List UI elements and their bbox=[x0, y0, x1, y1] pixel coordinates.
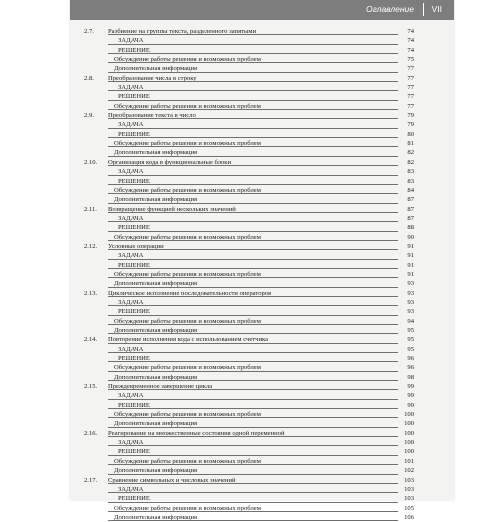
toc-subentry-row bbox=[84, 64, 414, 73]
toc-subentry-row bbox=[84, 55, 414, 64]
toc-leader-rule bbox=[108, 287, 398, 288]
toc-subentry-row bbox=[84, 317, 414, 326]
toc-entry-title: Сравнение символьных и числовых значений bbox=[108, 476, 236, 484]
toc-entry-title: ЗАДАЧА bbox=[118, 84, 144, 92]
toc-entry-page: 91 bbox=[407, 252, 414, 260]
toc-entry-title: ЗАДАЧА bbox=[118, 392, 144, 400]
toc-subentry-row bbox=[84, 102, 414, 111]
toc-entry-page: 90 bbox=[407, 233, 414, 241]
toc-subentry-row bbox=[84, 36, 414, 45]
toc-subentry-row bbox=[84, 139, 414, 148]
toc-leader-rule bbox=[108, 502, 398, 503]
toc-leader-rule bbox=[108, 371, 398, 372]
toc-section-row bbox=[84, 74, 414, 83]
toc-leader-rule bbox=[108, 417, 398, 418]
header-divider bbox=[423, 3, 424, 16]
toc-entry-page: 102 bbox=[404, 467, 414, 475]
toc-leader-rule bbox=[108, 90, 398, 91]
toc-leader-rule bbox=[108, 427, 398, 428]
table-of-contents bbox=[84, 27, 414, 522]
toc-entry-title: Обсуждение работы решения и возможных проблем bbox=[114, 411, 261, 419]
toc-subentry-row bbox=[84, 298, 414, 307]
toc-entry-title: РЕШЕНИЕ bbox=[118, 401, 150, 409]
toc-section-row bbox=[84, 111, 414, 120]
toc-entry-title: Дополнительная информация bbox=[114, 420, 198, 428]
toc-entry-title: ЗАДАЧА bbox=[118, 214, 144, 222]
toc-subentry-row bbox=[84, 326, 414, 335]
toc-leader-rule bbox=[108, 474, 398, 475]
toc-entry-page: 99 bbox=[407, 392, 414, 400]
toc-entry-title: Преобразование числа в строку bbox=[108, 74, 197, 82]
toc-entry-page: 106 bbox=[404, 513, 414, 521]
toc-subentry-row bbox=[84, 307, 414, 316]
toc-subentry-row bbox=[84, 177, 414, 186]
toc-subentry-row bbox=[84, 233, 414, 242]
toc-entry-page: 91 bbox=[407, 261, 414, 269]
toc-entry-title: Дополнительная информация bbox=[114, 327, 198, 334]
toc-entry-page: 103 bbox=[404, 476, 414, 484]
toc-leader-rule bbox=[108, 72, 398, 73]
toc-entry-title: Обсуждение работы решения и возможных проблем bbox=[114, 457, 261, 465]
toc-entry-page: 100 bbox=[404, 439, 414, 447]
toc-entry-title: Повторение исполнения кода с использованием счетчика bbox=[108, 336, 269, 344]
toc-entry-page: 95 bbox=[407, 336, 414, 344]
toc-entry-page: 77 bbox=[407, 65, 414, 73]
toc-entry-title: Обсуждение работы решения и возможных проблем bbox=[114, 233, 261, 241]
toc-entry-page: 79 bbox=[407, 112, 414, 120]
toc-leader-rule bbox=[108, 34, 398, 35]
toc-leader-rule bbox=[108, 259, 398, 260]
toc-subentry-row bbox=[84, 354, 414, 363]
toc-entry-page: 88 bbox=[407, 224, 414, 232]
toc-leader-rule bbox=[108, 296, 398, 297]
toc-entry-page: 95 bbox=[407, 345, 414, 353]
toc-leader-rule bbox=[108, 455, 398, 456]
toc-subentry-row bbox=[84, 401, 414, 410]
toc-section-row bbox=[84, 289, 414, 298]
toc-section-row bbox=[84, 205, 414, 214]
toc-subentry-row bbox=[84, 438, 414, 447]
toc-entry-title: РЕШЕНИЕ bbox=[118, 355, 150, 363]
toc-subentry-row bbox=[84, 46, 414, 55]
toc-entry-title: Обсуждение работы решения и возможных проблем bbox=[114, 270, 261, 278]
toc-entry-page: 74 bbox=[407, 37, 414, 45]
toc-entry-page: 99 bbox=[407, 383, 414, 391]
toc-subentry-row bbox=[84, 363, 414, 372]
toc-entry-page: 95 bbox=[407, 327, 414, 334]
toc-entry-number: 2.7. bbox=[84, 28, 94, 35]
toc-entry-page: 87 bbox=[407, 205, 414, 213]
toc-leader-rule bbox=[108, 109, 398, 110]
toc-leader-rule bbox=[108, 212, 398, 213]
toc-leader-rule bbox=[108, 221, 398, 222]
toc-section-row bbox=[84, 158, 414, 167]
toc-subentry-row bbox=[84, 466, 414, 475]
toc-leader-rule bbox=[108, 464, 398, 465]
toc-section-row bbox=[84, 242, 414, 251]
toc-subentry-row bbox=[84, 186, 414, 195]
toc-entry-page: 100 bbox=[404, 420, 414, 428]
toc-entry-page: 80 bbox=[407, 130, 414, 138]
toc-entry-title: ЗАДАЧА bbox=[118, 252, 144, 260]
toc-entry-page: 77 bbox=[407, 102, 414, 110]
toc-entry-title: РЕШЕНИЕ bbox=[118, 224, 150, 232]
toc-leader-rule bbox=[108, 305, 398, 306]
toc-leader-rule bbox=[108, 156, 398, 157]
toc-subentry-row bbox=[84, 130, 414, 139]
toc-leader-rule bbox=[108, 240, 398, 241]
toc-entry-page: 91 bbox=[407, 242, 414, 250]
toc-entry-title: Дополнительная информация bbox=[114, 373, 198, 381]
toc-subentry-row bbox=[84, 279, 414, 288]
toc-entry-number: 2.8. bbox=[84, 74, 94, 82]
toc-subentry-row bbox=[84, 195, 414, 204]
toc-leader-rule bbox=[108, 389, 398, 390]
toc-entry-page: 82 bbox=[407, 149, 414, 157]
toc-entry-title: ЗАДАЧА bbox=[118, 121, 144, 129]
toc-entry-page: 101 bbox=[404, 457, 414, 465]
toc-entry-title: Реагирование на множественные состояния одной переменной bbox=[108, 429, 285, 437]
toc-entry-page: 77 bbox=[407, 74, 414, 82]
toc-leader-rule bbox=[108, 53, 398, 54]
toc-leader-rule bbox=[108, 62, 398, 63]
toc-entry-title: Дополнительная информация bbox=[114, 149, 198, 157]
toc-entry-title: РЕШЕНИЕ bbox=[118, 46, 150, 54]
toc-entry-title: Обсуждение работы решения и возможных проблем bbox=[114, 140, 261, 148]
toc-subentry-row bbox=[84, 214, 414, 223]
toc-entry-title: Обсуждение работы решения и возможных проблем bbox=[114, 364, 261, 372]
toc-entry-page: 99 bbox=[407, 401, 414, 409]
toc-entry-page: 81 bbox=[407, 140, 414, 148]
toc-section-row bbox=[84, 476, 414, 485]
toc-entry-page: 100 bbox=[404, 429, 414, 437]
toc-leader-rule bbox=[108, 193, 398, 194]
toc-entry-page: 93 bbox=[407, 289, 414, 297]
toc-entry-page: 75 bbox=[407, 56, 414, 64]
toc-leader-rule bbox=[108, 128, 398, 129]
header-section-title: Оглавление bbox=[365, 4, 414, 14]
toc-leader-rule bbox=[108, 81, 398, 82]
toc-subentry-row bbox=[84, 223, 414, 232]
page-header bbox=[70, 0, 454, 20]
toc-subentry-row bbox=[84, 251, 414, 260]
toc-entry-title: РЕШЕНИЕ bbox=[118, 177, 150, 185]
toc-entry-page: 82 bbox=[407, 158, 414, 166]
toc-leader-rule bbox=[108, 399, 398, 400]
toc-entry-title: Обсуждение работы решения и возможных проблем bbox=[114, 186, 261, 194]
toc-leader-rule bbox=[108, 361, 398, 362]
toc-leader-rule bbox=[108, 333, 398, 334]
toc-entry-page: 98 bbox=[407, 373, 414, 381]
toc-entry-page: 93 bbox=[407, 280, 414, 288]
toc-leader-rule bbox=[108, 324, 398, 325]
toc-leader-rule bbox=[108, 203, 398, 204]
toc-entry-title: Организация кода в функциональные блоки bbox=[108, 158, 232, 166]
toc-entry-title: Дополнительная информация bbox=[114, 467, 198, 475]
toc-leader-rule bbox=[108, 520, 398, 521]
toc-entry-page: 74 bbox=[407, 28, 414, 35]
toc-entry-title: Обсуждение работы решения и возможных проблем bbox=[114, 102, 261, 110]
toc-leader-rule bbox=[108, 118, 398, 119]
toc-leader-rule bbox=[108, 408, 398, 409]
toc-entry-page: 96 bbox=[407, 355, 414, 363]
toc-entry-number: 2.12. bbox=[84, 242, 98, 250]
toc-entry-page: 93 bbox=[407, 308, 414, 316]
toc-entry-title: РЕШЕНИЕ bbox=[118, 448, 150, 456]
toc-entry-title: Дополнительная информация bbox=[114, 196, 198, 204]
toc-entry-number: 2.17. bbox=[84, 476, 98, 484]
toc-entry-title: Преждевременное завершение цикла bbox=[108, 383, 213, 391]
toc-entry-title: Дополнительная информация bbox=[114, 280, 198, 288]
toc-entry-page: 77 bbox=[407, 84, 414, 92]
toc-entry-title: Разбиение на группы текста, разделенного запятыми bbox=[108, 28, 257, 35]
toc-leader-rule bbox=[108, 445, 398, 446]
toc-entry-page: 105 bbox=[404, 504, 414, 512]
toc-subentry-row bbox=[84, 447, 414, 456]
toc-entry-title: ЗАДАЧА bbox=[118, 168, 144, 176]
toc-entry-page: 103 bbox=[404, 485, 414, 493]
toc-subentry-row bbox=[84, 419, 414, 428]
toc-leader-rule bbox=[108, 146, 398, 147]
toc-entry-page: 79 bbox=[407, 121, 414, 129]
toc-section-row bbox=[84, 429, 414, 438]
toc-leader-rule bbox=[108, 184, 398, 185]
toc-entry-page: 74 bbox=[407, 46, 414, 54]
toc-leader-rule bbox=[108, 175, 398, 176]
toc-entry-page: 94 bbox=[407, 317, 414, 325]
toc-leader-rule bbox=[108, 268, 398, 269]
toc-entry-number: 2.13. bbox=[84, 289, 98, 297]
toc-entry-title: Возвращение функцией нескольких значений bbox=[108, 205, 236, 213]
toc-entry-page: 100 bbox=[404, 448, 414, 456]
toc-entry-page: 77 bbox=[407, 93, 414, 101]
toc-entry-number: 2.9. bbox=[84, 112, 94, 120]
toc-entry-title: РЕШЕНИЕ bbox=[118, 495, 150, 503]
toc-subentry-row bbox=[84, 457, 414, 466]
toc-leader-rule bbox=[108, 352, 398, 353]
toc-subentry-row bbox=[84, 410, 414, 419]
toc-entry-title: Обсуждение работы решения и возможных проблем bbox=[114, 504, 261, 512]
toc-entry-page: 84 bbox=[407, 186, 414, 194]
toc-subentry-row bbox=[84, 345, 414, 354]
toc-entry-title: ЗАДАЧА bbox=[118, 439, 144, 447]
toc-subentry-row bbox=[84, 391, 414, 400]
toc-subentry-row bbox=[84, 148, 414, 157]
toc-entry-number: 2.15. bbox=[84, 383, 98, 391]
toc-entry-title: Циклическое исполнение последовательности операторов bbox=[108, 289, 272, 297]
toc-leader-rule bbox=[108, 231, 398, 232]
toc-section-row bbox=[84, 382, 414, 391]
toc-entry-title: ЗАДАЧА bbox=[118, 298, 144, 306]
book-page bbox=[70, 0, 454, 521]
toc-leader-rule bbox=[108, 436, 398, 437]
toc-leader-rule bbox=[108, 380, 398, 381]
toc-entry-page: 87 bbox=[407, 196, 414, 204]
toc-subentry-row bbox=[84, 373, 414, 382]
toc-entry-page: 83 bbox=[407, 177, 414, 185]
toc-leader-rule bbox=[108, 44, 398, 45]
toc-leader-rule bbox=[108, 315, 398, 316]
toc-subentry-row bbox=[84, 485, 414, 494]
toc-leader-rule bbox=[108, 343, 398, 344]
toc-entry-page: 91 bbox=[407, 270, 414, 278]
toc-leader-rule bbox=[108, 277, 398, 278]
toc-subentry-row bbox=[84, 167, 414, 176]
toc-entry-number: 2.10. bbox=[84, 158, 98, 166]
toc-entry-title: Обсуждение работы решения и возможных проблем bbox=[114, 56, 261, 64]
toc-entry-title: ЗАДАЧА bbox=[118, 345, 144, 353]
toc-entry-page: 100 bbox=[404, 411, 414, 419]
toc-entry-title: Преобразование текста в число bbox=[108, 112, 196, 120]
toc-subentry-row bbox=[84, 83, 414, 92]
toc-entry-page: 96 bbox=[407, 364, 414, 372]
toc-leader-rule bbox=[108, 137, 398, 138]
toc-entry-number: 2.16. bbox=[84, 429, 98, 437]
toc-entry-number: 2.11. bbox=[84, 205, 97, 213]
toc-entry-page: 103 bbox=[404, 495, 414, 503]
toc-entry-title: ЗАДАЧА bbox=[118, 485, 144, 493]
toc-subentry-row bbox=[84, 513, 414, 522]
toc-entry-title: Обсуждение работы решения и возможных проблем bbox=[114, 317, 261, 325]
header-page-number: VII bbox=[431, 4, 442, 14]
toc-entry-number: 2.14. bbox=[84, 336, 98, 344]
toc-subentry-row bbox=[84, 270, 414, 279]
toc-entry-title: Дополнительная информация bbox=[114, 65, 198, 73]
toc-leader-rule bbox=[108, 492, 398, 493]
toc-subentry-row bbox=[84, 120, 414, 129]
toc-leader-rule bbox=[108, 165, 398, 166]
toc-entry-title: Дополнительная информация bbox=[114, 513, 198, 521]
toc-leader-rule bbox=[108, 100, 398, 101]
toc-leader-rule bbox=[108, 511, 398, 512]
toc-subentry-row bbox=[84, 504, 414, 513]
toc-leader-rule bbox=[108, 483, 398, 484]
toc-entry-title: ЗАДАЧА bbox=[118, 37, 144, 45]
toc-subentry-row bbox=[84, 494, 414, 503]
toc-entry-title: РЕШЕНИЕ bbox=[118, 261, 150, 269]
toc-entry-page: 87 bbox=[407, 214, 414, 222]
toc-entry-page: 83 bbox=[407, 168, 414, 176]
toc-section-row bbox=[84, 335, 414, 344]
toc-entry-title: РЕШЕНИЕ bbox=[118, 308, 150, 316]
toc-subentry-row bbox=[84, 92, 414, 101]
toc-entry-title: Условные операции bbox=[108, 242, 164, 250]
toc-entry-title: РЕШЕНИЕ bbox=[118, 130, 150, 138]
toc-entry-title: РЕШЕНИЕ bbox=[118, 93, 150, 101]
toc-leader-rule bbox=[108, 249, 398, 250]
toc-subentry-row bbox=[84, 261, 414, 270]
toc-entry-page: 93 bbox=[407, 298, 414, 306]
toc-section-row bbox=[84, 27, 414, 36]
